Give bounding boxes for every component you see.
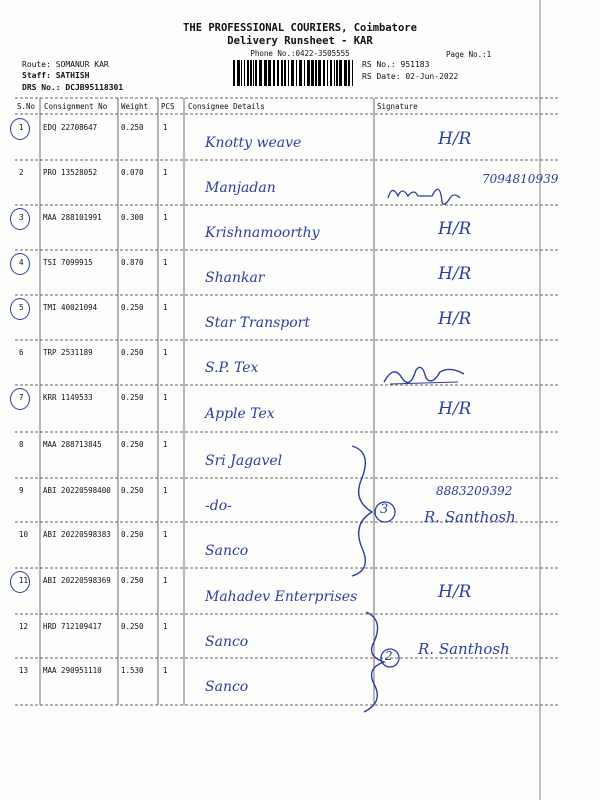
row-pcs: 1 [163, 576, 168, 585]
row-weight: 0.300 [121, 213, 144, 222]
row-weight: 0.250 [121, 486, 144, 495]
handwritten-consignee: Sanco [205, 543, 249, 559]
group-2-count: 2 [385, 649, 393, 663]
scribble-signature [380, 360, 470, 390]
row-weight: 0.250 [121, 393, 144, 402]
row-consignment: ABI 20220598383 [43, 530, 111, 539]
rs-number: RS No.: 951183 [362, 60, 430, 69]
handwritten-consignee: S.P. Tex [205, 360, 259, 376]
row-pcs: 1 [163, 213, 168, 222]
row-consignment: PRO 13528052 [43, 168, 98, 177]
handwritten-consignee: Krishnamoorthy [205, 225, 320, 241]
handwritten-consignee: Apple Tex [205, 406, 275, 422]
row-consignment: ABI 20220598400 [43, 486, 111, 495]
row-weight: 0.250 [121, 622, 144, 631]
handwritten-consignee: Sanco [205, 679, 249, 695]
phone-number: Phone No.:0422-3505555 [250, 49, 350, 58]
row-sno: 12 [19, 622, 29, 631]
handwritten-consignee: Sanco [205, 634, 249, 650]
column-header-sno: S.No [17, 102, 36, 111]
handwritten-consignee: Shankar [205, 270, 265, 286]
drs-number: DRS No.: DCJB95118301 [22, 83, 124, 92]
page-number: Page No.:1 [446, 50, 492, 59]
handwritten-consignee: Manjadan [205, 180, 276, 196]
group-2-receiver: R. Santhosh [418, 640, 510, 658]
group-1-receiver: R. Santhosh [424, 508, 516, 526]
row-pcs: 1 [163, 348, 168, 357]
handwritten-consignee: -do- [205, 498, 232, 514]
staff-label: Staff: SATHISH [22, 71, 90, 80]
row-weight: 0.870 [121, 258, 144, 267]
handwritten-signature: H/R [438, 264, 472, 284]
handwritten-consignee: Star Transport [205, 315, 310, 331]
row-sno: 9 [19, 486, 24, 495]
route-label: Route: SOMANUR KAR [22, 60, 109, 69]
row-pcs: 1 [163, 666, 168, 675]
document-title: Delivery Runsheet - KAR [227, 35, 373, 47]
column-header-weight: Weight [121, 102, 149, 111]
row-sno: 6 [19, 348, 24, 357]
handwritten-signature: H/R [438, 399, 472, 419]
row-weight: 0.250 [121, 348, 144, 357]
row-consignment: KRR 1149533 [43, 393, 93, 402]
brace-group-2 [364, 612, 384, 712]
row-consignment: MAA 288101991 [43, 213, 102, 222]
row-sno: 13 [19, 666, 29, 675]
row-weight: 0.250 [121, 530, 144, 539]
signature-manjadan [384, 178, 476, 208]
row-pcs: 1 [163, 622, 168, 631]
row-consignment: ABI 20220598369 [43, 576, 111, 585]
column-header-signature: Signature [377, 102, 418, 111]
handwritten-signature: H/R [438, 309, 472, 329]
row-consignment: TMI 40021094 [43, 303, 98, 312]
row-consignment: EDQ 22708647 [43, 123, 98, 132]
row-sno: 4 [19, 258, 24, 267]
group-1-count: 3 [380, 502, 389, 517]
company-name: THE PROFESSIONAL COURIERS, Coimbatore [183, 22, 417, 34]
row-sno: 5 [19, 303, 24, 312]
row-pcs: 1 [163, 123, 168, 132]
rs-date: RS Date: 02-Jun-2022 [362, 72, 459, 81]
row-weight: 1.530 [121, 666, 144, 675]
column-header-pcs: PCS [161, 102, 175, 111]
row-weight: 0.250 [121, 440, 144, 449]
column-header-consignment: Consignment No [44, 102, 108, 111]
row-sno: 1 [19, 123, 24, 132]
row-sno: 7 [19, 393, 24, 402]
column-header-consignee: Consignee Details [188, 102, 265, 111]
row-pcs: 1 [163, 530, 168, 539]
row-sno: 11 [19, 576, 29, 585]
row-pcs: 1 [163, 486, 168, 495]
row-sno: 3 [19, 213, 24, 222]
handwritten-signature: H/R [438, 582, 472, 602]
row-weight: 0.250 [121, 576, 144, 585]
row-pcs: 1 [163, 258, 168, 267]
handwritten-signature: H/R [438, 219, 472, 239]
handwritten-consignee: Sri Jagavel [205, 453, 283, 469]
handwritten-consignee: Knotty weave [205, 135, 302, 151]
handwritten-phone: 8883209392 [436, 484, 513, 498]
brace-group-1 [352, 446, 372, 576]
row-pcs: 1 [163, 303, 168, 312]
handwritten-phone: 7094810939 [482, 172, 559, 186]
row-pcs: 1 [163, 440, 168, 449]
row-sno: 8 [19, 440, 24, 449]
row-weight: 0.250 [121, 303, 144, 312]
row-sno: 10 [19, 530, 29, 539]
row-consignment: TRP 2531189 [43, 348, 93, 357]
row-sno: 2 [19, 168, 24, 177]
row-pcs: 1 [163, 393, 168, 402]
row-consignment: TSI 7099915 [43, 258, 93, 267]
row-consignment: HRD 712109417 [43, 622, 102, 631]
row-consignment: MAA 288713845 [43, 440, 102, 449]
handwritten-signature: H/R [438, 129, 472, 149]
row-weight: 0.250 [121, 123, 144, 132]
row-consignment: MAA 290951110 [43, 666, 102, 675]
row-pcs: 1 [163, 168, 168, 177]
handwritten-consignee: Mahadev Enterprises [205, 589, 358, 605]
row-weight: 0.070 [121, 168, 144, 177]
